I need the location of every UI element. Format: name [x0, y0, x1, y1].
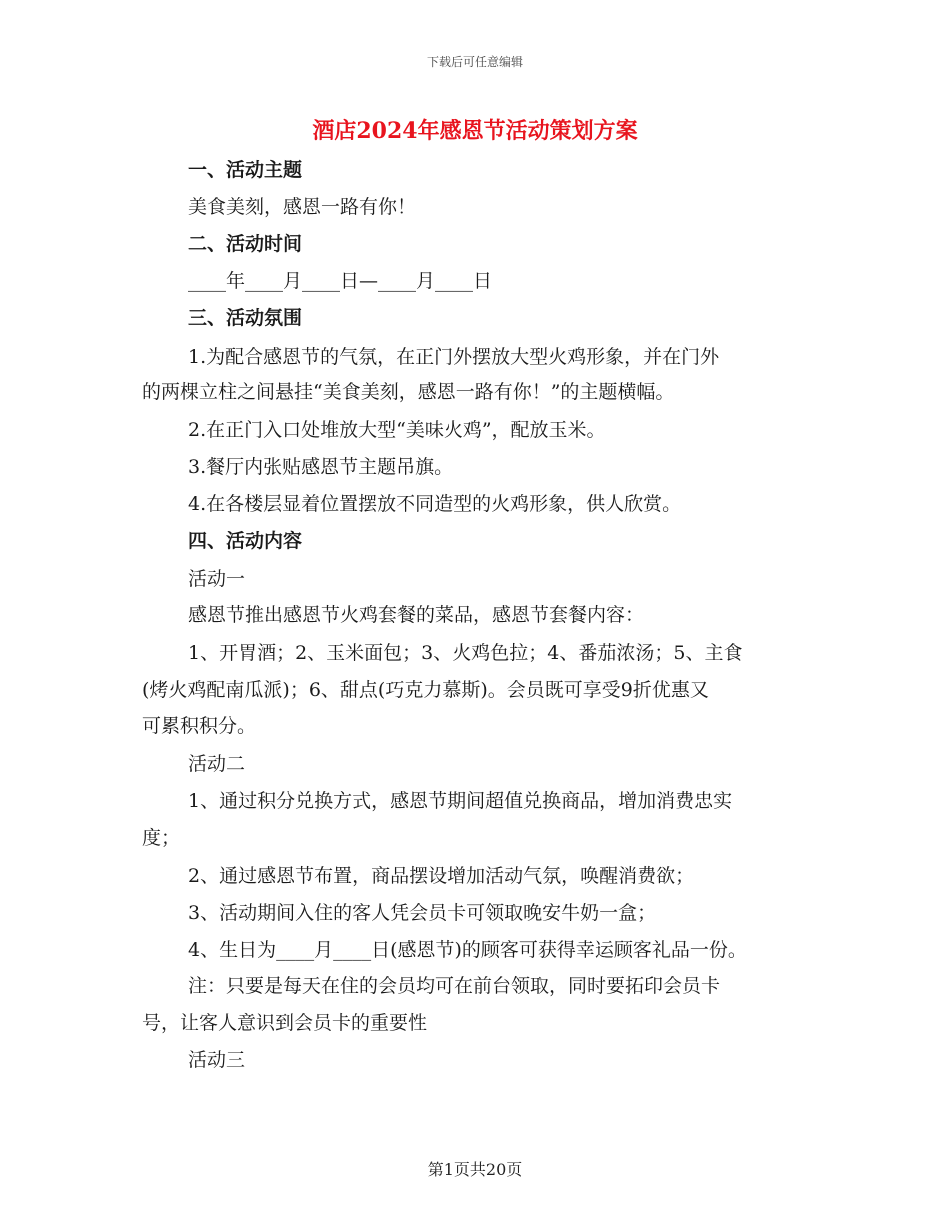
paragraph-line: 活动一	[188, 568, 246, 590]
paragraph-line: 1、开胃酒；2、玉米面包；3、火鸡色拉；4、番茄浓汤；5、主食	[188, 642, 743, 664]
section-heading: 一、活动主题	[188, 159, 303, 181]
paragraph-line: 2、通过感恩节布置，商品摆设增加活动气氛，唤醒消费欲；	[188, 865, 695, 887]
paragraph-line: 4、生日为____月____日(感恩节)的顾客可获得幸运顾客礼品一份。	[188, 939, 747, 961]
paragraph-line: 3.餐厅内张贴感恩节主题吊旗。	[188, 456, 454, 478]
paragraph-line: 号，让客人意识到会员卡的重要性	[142, 1012, 428, 1034]
paragraph-line: 1、通过积分兑换方式，感恩节期间超值兑换商品，增加消费忠实	[188, 790, 733, 812]
paragraph-line: 美食美刻，感恩一路有你！	[188, 196, 417, 218]
paragraph-line: 3、活动期间入住的客人凭会员卡可领取晚安牛奶一盒；	[188, 902, 657, 924]
paragraph-line: 4.在各楼层显着位置摆放不同造型的火鸡形象，供人欣赏。	[188, 493, 682, 515]
section-heading: 四、活动内容	[188, 530, 303, 552]
paragraph-line: (烤火鸡配南瓜派)；6、甜点(巧克力慕斯)。会员既可享受9折优惠又	[142, 679, 709, 701]
document-title: 酒店2024年感恩节活动策划方案	[312, 118, 638, 144]
paragraph-line: 可累积积分。	[142, 715, 257, 737]
paragraph-line: 注：只要是每天在住的会员均可在前台领取，同时要拓印会员卡	[188, 975, 721, 997]
page-number: 第1页共20页	[427, 1160, 523, 1179]
paragraph-line: 活动三	[188, 1049, 246, 1071]
paragraph-line: 度；	[142, 827, 181, 849]
download-note: 下载后可任意编辑	[426, 55, 523, 69]
paragraph-line: 2.在正门入口处堆放大型“美味火鸡”，配放玉米。	[188, 419, 606, 441]
section-heading: 二、活动时间	[188, 233, 303, 255]
paragraph-line: 1.为配合感恩节的气氛，在正门外摆放大型火鸡形象，并在门外	[188, 346, 720, 368]
paragraph-line: 的两棵立柱之间悬挂“美食美刻，感恩一路有你！”的主题横幅。	[142, 381, 675, 403]
paragraph-line: ____年____月____日—____月____日	[188, 270, 493, 292]
paragraph-line: 活动二	[188, 753, 246, 775]
section-heading: 三、活动氛围	[188, 307, 303, 329]
paragraph-line: 感恩节推出感恩节火鸡套餐的菜品，感恩节套餐内容：	[188, 604, 645, 626]
